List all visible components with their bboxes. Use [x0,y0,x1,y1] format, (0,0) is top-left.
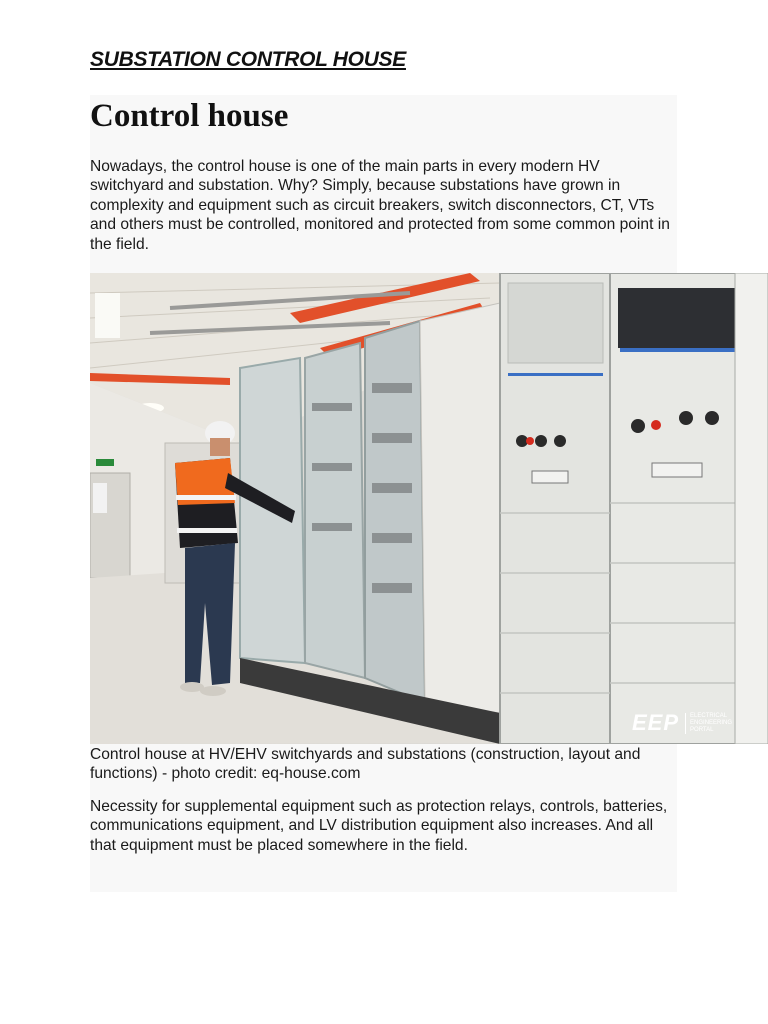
eep-watermark [632,710,750,736]
photo-caption: Control house at HV/EHV switchyards and substations (construction, layout and functions) - photo credit: eq-house.com [90,746,641,783]
control-house-photo [90,273,768,744]
page-heading: SUBSTATION CONTROL HOUSE [90,48,406,71]
eep-logo-subtitle: ELECTRICAL ENGINEERING PORTAL [685,713,750,734]
article-title: Control house [90,98,289,134]
photo-illustration [90,273,768,744]
second-paragraph: Necessity for supplemental equipment such as protection relays, controls, batteries, communications equipment, and LV distribution equipment also increases. And all that equipment must be placed somewhere in the field. [90,798,668,854]
intro-paragraph: Nowadays, the control house is one of the main parts in every modern HV switchyard and substation. Why? Simply, because substations have grown in complexity and equipment such as circuit breakers, switch disconnectors, CT, VTs and others must be controlled, monitored and protected from some common point in the field. [90,158,670,253]
eep-logo-text: EEP [632,710,680,735]
